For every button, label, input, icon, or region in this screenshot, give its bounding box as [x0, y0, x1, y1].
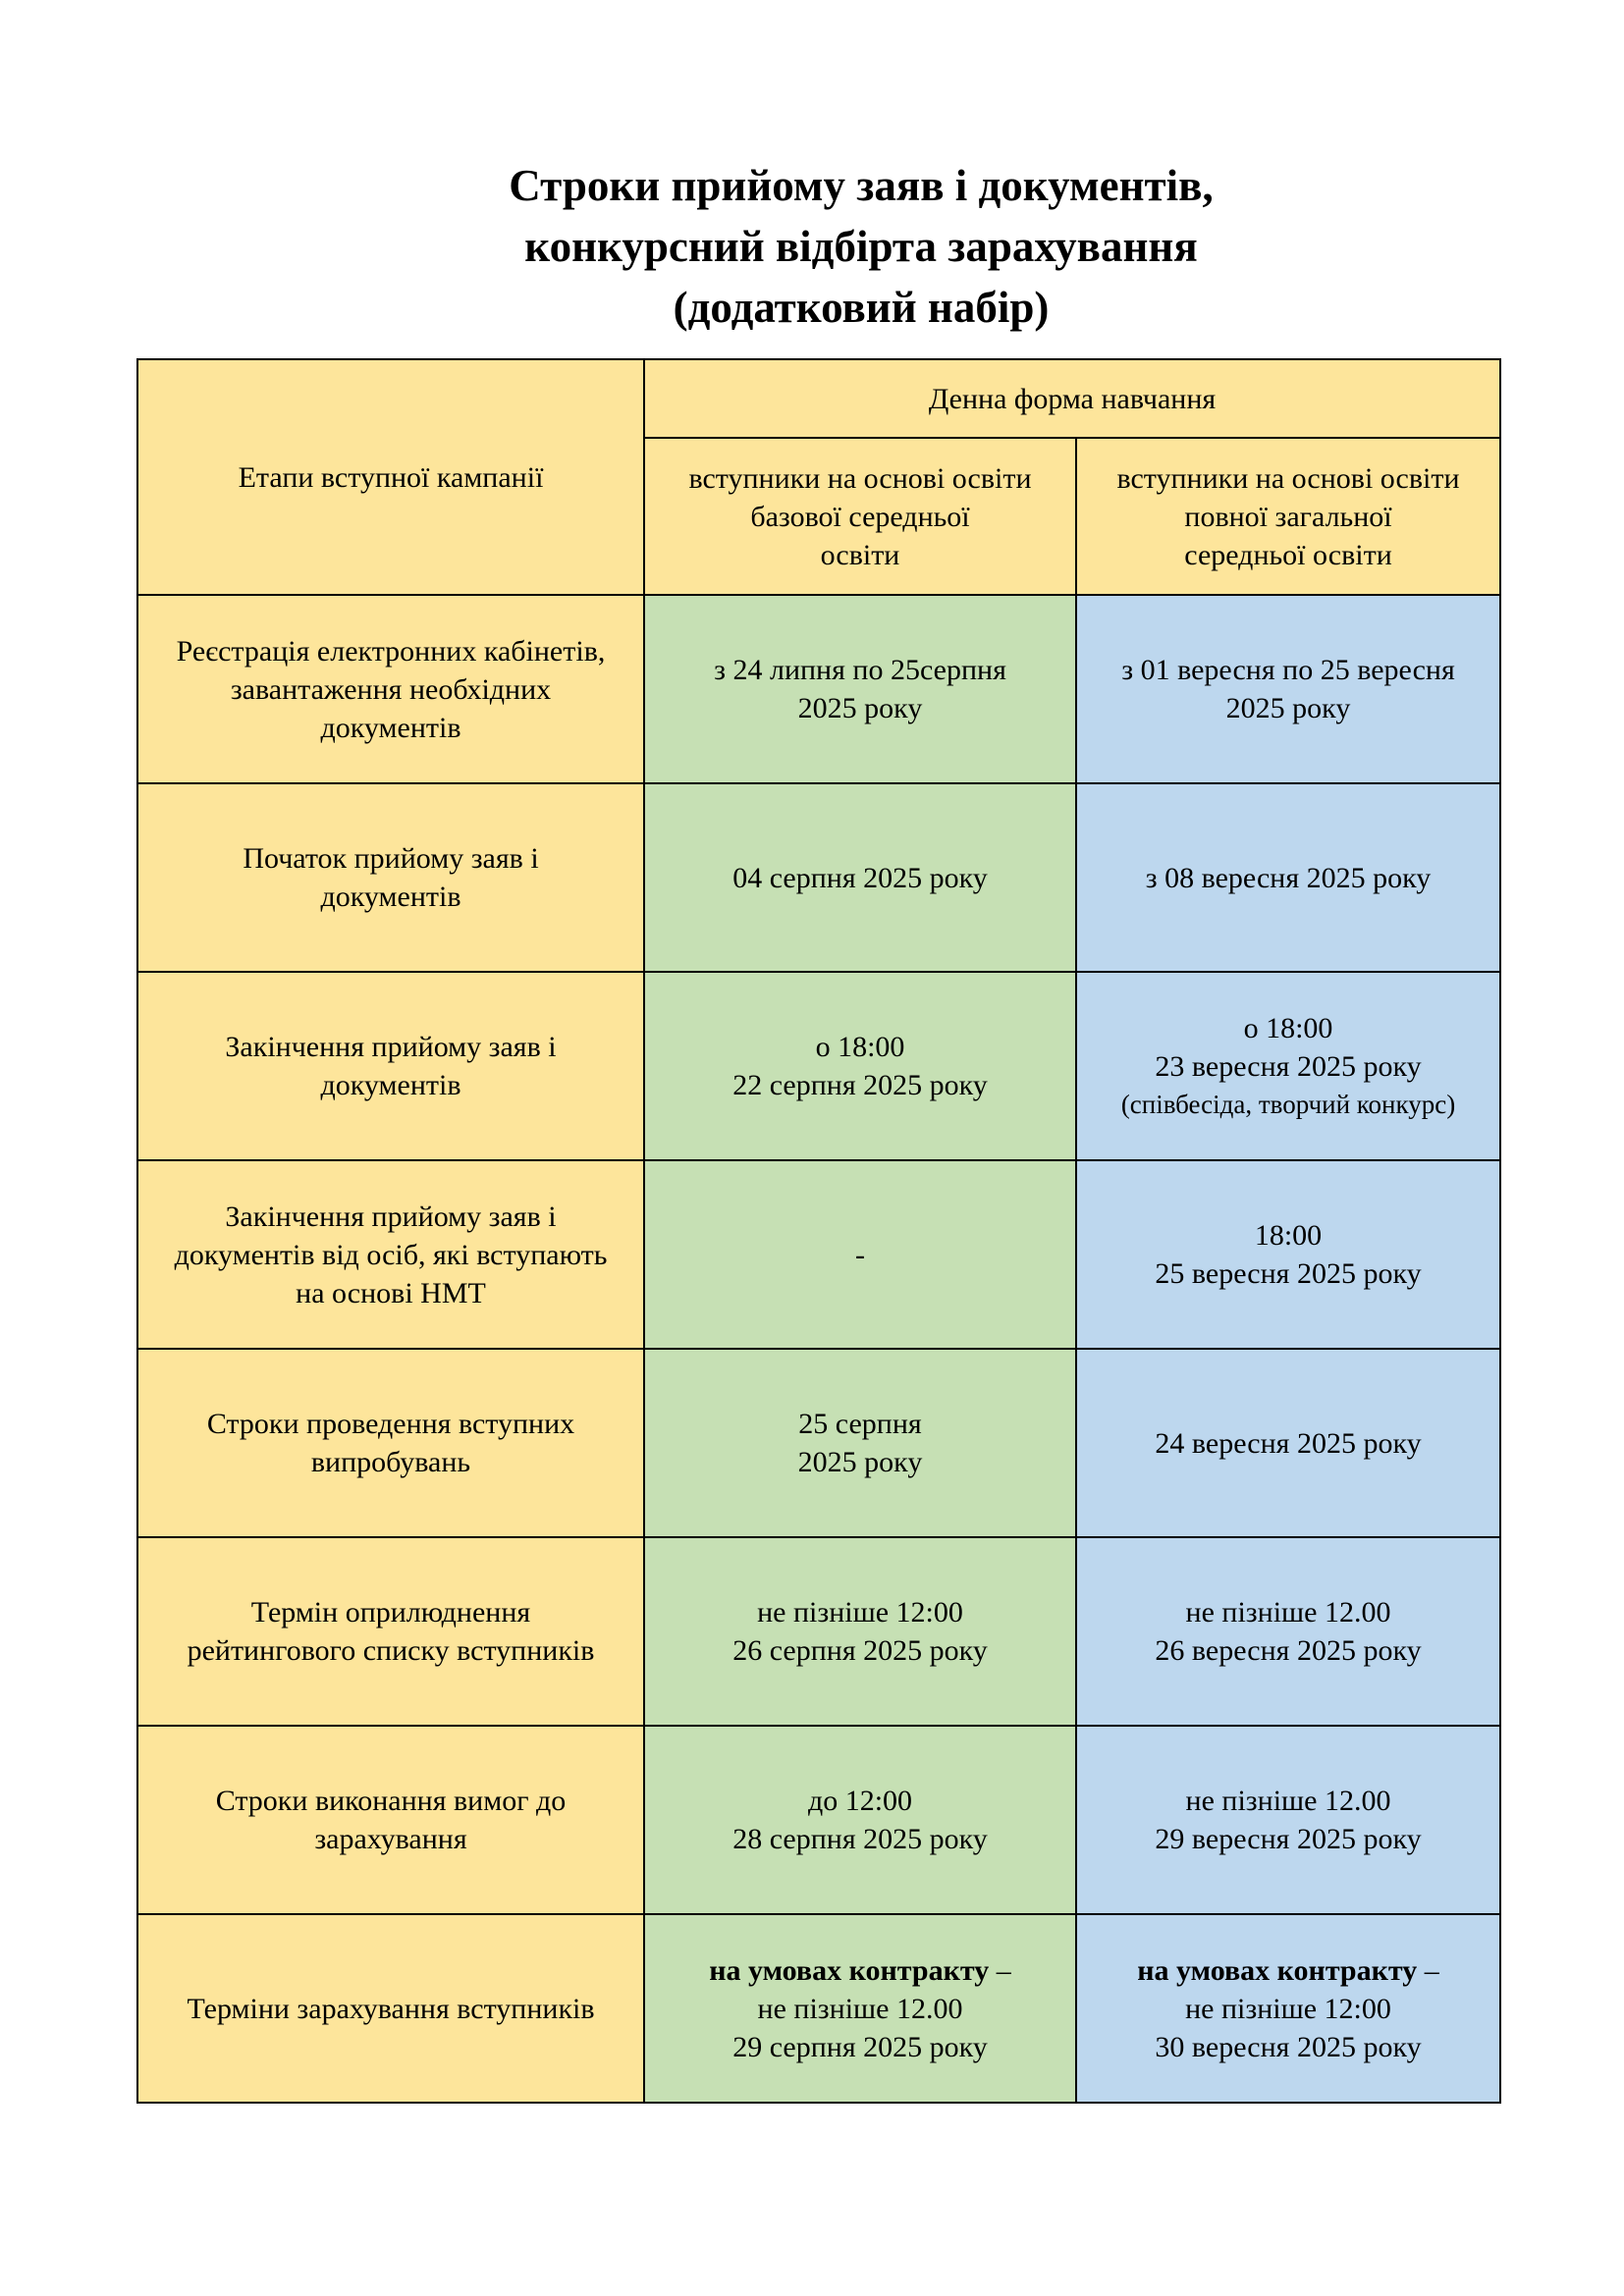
full-education-cell: з 01 вересня по 25 вересня 2025 року — [1076, 595, 1500, 783]
admission-schedule-table — [136, 358, 1501, 2104]
basic-education-cell: - — [644, 1160, 1076, 1349]
stage-cell: Реєстрація електронних кабінетів, завантаження необхідних документів — [137, 595, 644, 783]
title-line-2: конкурсний відбірта зарахування — [524, 222, 1198, 271]
table-row — [137, 595, 1500, 783]
table-row — [137, 1914, 1500, 2103]
basic-education-cell: 04 серпня 2025 року — [644, 783, 1076, 972]
stage-cell: Термін оприлюднення рейтингового списку вступників — [137, 1537, 644, 1726]
full-education-cell: на умовах контракту – не пізніше 12:00 30 вересня 2025 року — [1076, 1914, 1500, 2103]
full-education-cell: не пізніше 12.00 26 вересня 2025 року — [1076, 1537, 1500, 1726]
full-education-cell: о 18:00 23 вересня 2025 року (співбесіда, творчий конкурс) — [1076, 972, 1500, 1160]
basic-education-cell: о 18:00 22 серпня 2025 року — [644, 972, 1076, 1160]
stage-cell: Закінчення прийому заяв і документів — [137, 972, 644, 1160]
header-stages: Етапи вступної кампанії — [137, 359, 644, 595]
table-row — [137, 1160, 1500, 1349]
basic-education-cell: до 12:00 28 серпня 2025 року — [644, 1726, 1076, 1914]
stage-cell: Закінчення прийому заяв і документів від осіб, які вступають на основі НМТ — [137, 1160, 644, 1349]
stage-cell: Початок прийому заяв і документів — [137, 783, 644, 972]
stage-cell: Строки виконання вимог до зарахування — [137, 1726, 644, 1914]
contract-label: на умовах контракту — [709, 1953, 990, 1987]
basic-education-cell: на умовах контракту – не пізніше 12.00 29 серпня 2025 року — [644, 1914, 1076, 2103]
table-row — [137, 783, 1500, 972]
table-header-row — [137, 359, 1500, 438]
title-line-1: Строки прийому заяв і документів, — [509, 161, 1214, 210]
full-education-cell: не пізніше 12.00 29 вересня 2025 року — [1076, 1726, 1500, 1914]
table-row — [137, 1349, 1500, 1537]
basic-education-cell: не пізніше 12:00 26 серпня 2025 року — [644, 1537, 1076, 1726]
title-line-3: (додатковий набір) — [673, 283, 1050, 332]
header-study-form: Денна форма навчання — [644, 359, 1500, 438]
stage-cell: Терміни зарахування вступників — [137, 1914, 644, 2103]
table-row — [137, 1726, 1500, 1914]
header-basic-education: вступники на основі освіти базової середньої освіти — [644, 438, 1076, 595]
table-row — [137, 1537, 1500, 1726]
header-full-education: вступники на основі освіти повної загальної середньої освіти — [1076, 438, 1500, 595]
table-row — [137, 972, 1500, 1160]
full-education-cell: 18:00 25 вересня 2025 року — [1076, 1160, 1500, 1349]
full-education-cell: з 08 вересня 2025 року — [1076, 783, 1500, 972]
page-title — [0, 155, 1624, 338]
contract-label: на умовах контракту — [1137, 1953, 1418, 1987]
basic-education-cell: з 24 липня по 25серпня 2025 року — [644, 595, 1076, 783]
stage-cell: Строки проведення вступних випробувань — [137, 1349, 644, 1537]
basic-education-cell: 25 серпня 2025 року — [644, 1349, 1076, 1537]
full-education-cell: 24 вересня 2025 року — [1076, 1349, 1500, 1537]
